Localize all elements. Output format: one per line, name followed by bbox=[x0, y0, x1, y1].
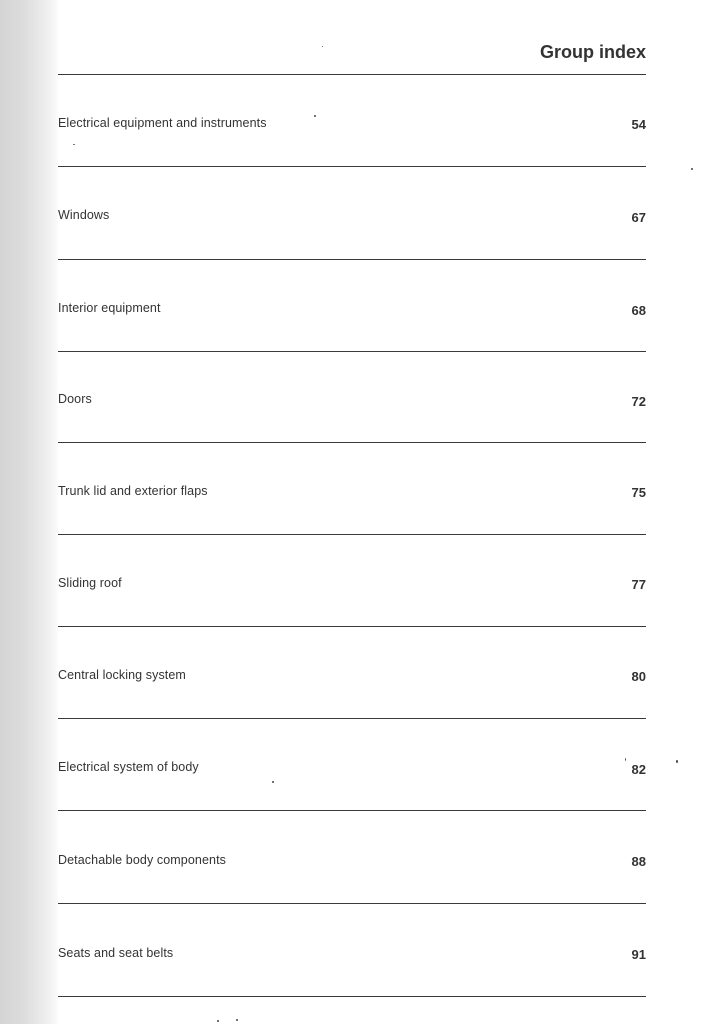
entry-divider bbox=[58, 810, 646, 811]
entry-label: Doors bbox=[58, 392, 92, 406]
scan-speck bbox=[73, 144, 75, 145]
entry-label: Trunk lid and exterior flaps bbox=[58, 484, 208, 498]
entry-label: Sliding roof bbox=[58, 576, 122, 590]
scan-speck bbox=[272, 781, 274, 783]
entry-divider bbox=[58, 626, 646, 627]
entry-page-number: 54 bbox=[631, 117, 646, 132]
page-spine-shadow bbox=[0, 0, 58, 1024]
entry-divider bbox=[58, 534, 646, 535]
title-divider bbox=[58, 74, 646, 75]
entry-label: Interior equipment bbox=[58, 301, 161, 315]
entry-divider bbox=[58, 996, 646, 997]
entry-label: Seats and seat belts bbox=[58, 946, 174, 960]
entry-label: Electrical system of body bbox=[58, 760, 199, 774]
entry-page-number: 68 bbox=[631, 303, 646, 318]
entry-divider bbox=[58, 442, 646, 443]
entry-page-number: 72 bbox=[631, 394, 646, 409]
scan-speck bbox=[691, 168, 693, 170]
entry-page-number: 77 bbox=[631, 577, 646, 592]
scan-speck bbox=[236, 1019, 238, 1021]
scan-speck bbox=[625, 758, 626, 761]
entry-divider bbox=[58, 718, 646, 719]
scan-speck bbox=[322, 46, 323, 47]
entry-label: Detachable body components bbox=[58, 853, 226, 867]
entry-label: Windows bbox=[58, 208, 110, 222]
entry-page-number: 91 bbox=[631, 947, 646, 962]
entry-divider bbox=[58, 259, 646, 260]
entry-page-number: 80 bbox=[631, 669, 646, 684]
entry-divider bbox=[58, 166, 646, 167]
entry-divider bbox=[58, 903, 646, 904]
entry-page-number: 75 bbox=[631, 485, 646, 500]
scan-speck bbox=[217, 1020, 219, 1022]
entry-divider bbox=[58, 351, 646, 352]
page-title: Group index bbox=[539, 42, 646, 62]
entry-label: Electrical equipment and instruments bbox=[58, 116, 267, 130]
scan-speck bbox=[314, 115, 316, 117]
entry-page-number: 88 bbox=[631, 854, 646, 869]
entry-label: Central locking system bbox=[58, 668, 186, 682]
entry-page-number: 82 bbox=[631, 762, 646, 777]
entry-page-number: 67 bbox=[631, 210, 646, 225]
scan-speck bbox=[676, 760, 678, 763]
